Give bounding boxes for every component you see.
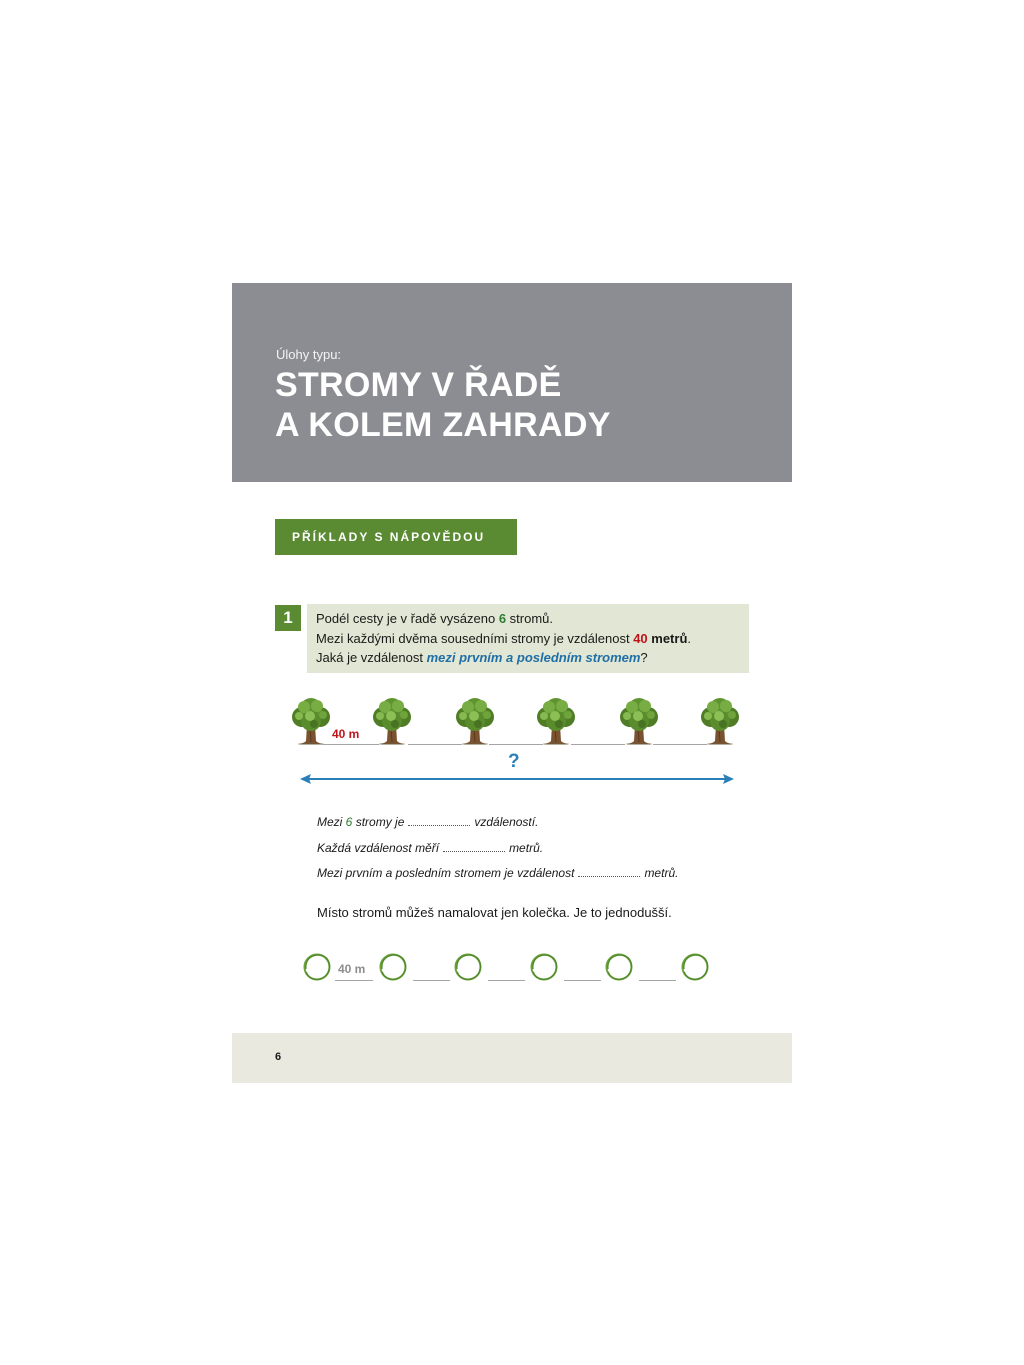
task-text-box [307,604,749,673]
task-number-badge: 1 [275,605,301,631]
answer-blank[interactable] [408,815,470,826]
title-line-2: A KOLEM ZAHRADY [275,406,611,444]
tree-count-number: 6 [498,611,507,626]
title-line-1: STROMY V ŘADĚ [275,366,562,404]
tree-icon [290,697,332,745]
header-kicker: Úlohy typu: [276,347,342,362]
distance-line [564,980,601,981]
task-text: Jaká je vzdálenost [316,650,427,665]
distance-line [488,980,525,981]
distance-number: 40 [633,630,648,646]
task-line-3 [316,648,749,668]
circle-icon [529,952,559,982]
tree-icon [699,697,741,745]
answer-line-1 [317,815,678,841]
page-title [275,365,611,445]
answer-text: vzdáleností. [474,815,539,829]
workbook-page [232,283,792,1083]
page-number: 6 [275,1051,282,1063]
answer-line-3 [317,866,678,892]
tree-icon [618,697,660,745]
answer-lines [317,815,678,892]
circle-icon [604,952,634,982]
tree-icon [535,697,577,745]
distance-line [489,744,543,745]
answer-blank[interactable] [443,841,505,852]
page-footer [232,1033,792,1083]
circle-distance-label: 40 m [338,962,366,976]
tree-count-number: 6 [345,815,353,829]
distance-line [335,980,373,981]
page-header [232,283,792,482]
section-tag: PŘÍKLADY S NÁPOVĚDOU [275,519,517,555]
task-line-2 [316,629,749,649]
answer-blank[interactable] [578,866,640,877]
tree-icon [371,697,413,745]
distance-label: 40 m [332,727,360,741]
distance-line [322,744,379,745]
circle-icon [453,952,483,982]
task-text: Mezi každými dvěma sousedními stromy je vzdálenost [316,630,634,646]
task-text: stromů. [506,611,554,626]
question-emphasis: mezi prvním a posledním stromem [426,650,641,665]
distance-unit: metrů [647,630,688,646]
distance-line [413,980,450,981]
answer-text: metrů. [644,866,679,880]
hint-note: Místo stromů můžeš namalovat jen kolečka. Je to jednodušší. [317,905,672,920]
circle-icon [680,952,710,982]
circle-icon [302,952,332,982]
task-line-1 [316,609,749,629]
answer-text: metrů. [509,840,544,855]
distance-line [571,744,625,745]
answer-text: Mezi prvním a posledním stromem je vzdálenost [317,866,575,880]
distance-line [639,980,676,981]
distance-line [408,744,462,745]
answer-text: Mezi [317,815,346,829]
double-arrow-icon [300,771,734,787]
tree-icon [454,697,496,745]
task-text: . [687,630,692,646]
distance-line [653,744,707,745]
answer-line-2 [317,841,678,867]
answer-text: stromy je [352,815,405,829]
question-mark: ? [508,751,520,772]
circle-icon [378,952,408,982]
answer-text: Každá vzdálenost měří [317,840,440,855]
task-text: ? [640,650,648,665]
task-text: Podél cesty je v řadě vysázeno [316,611,499,626]
